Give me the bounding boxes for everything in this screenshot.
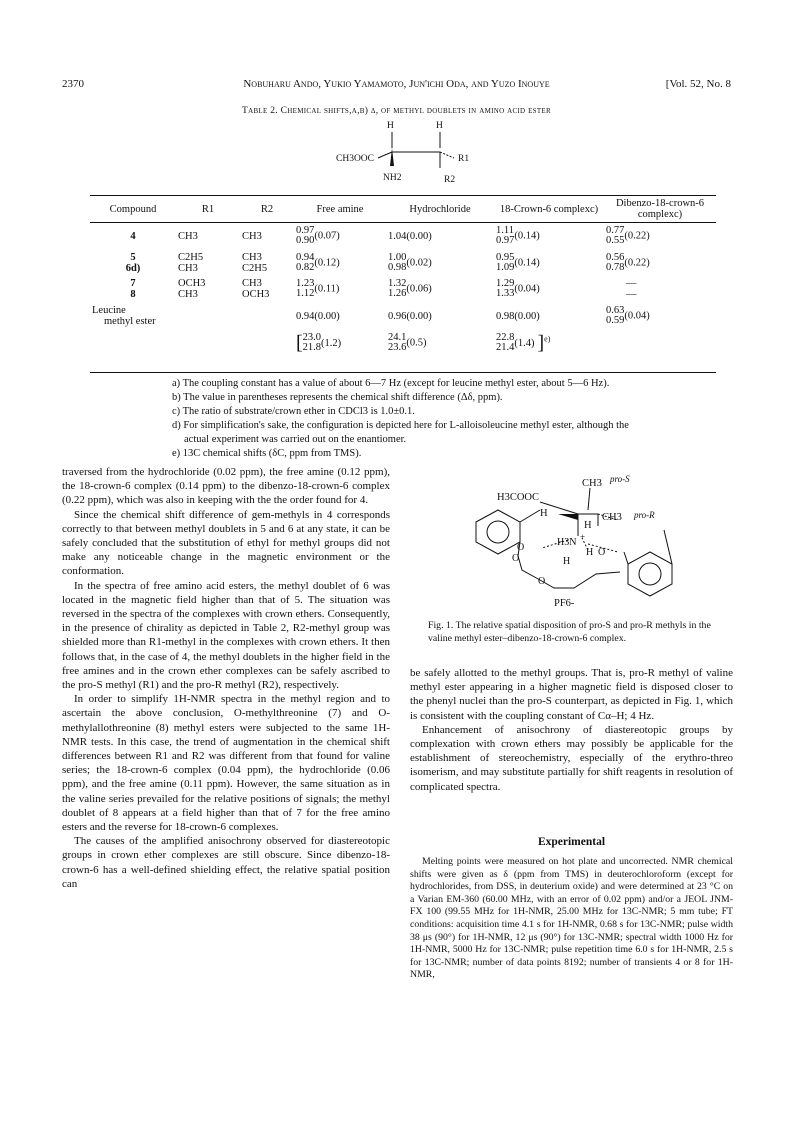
c18-top: 22.8 — [496, 332, 515, 343]
hashed-bond-r1 — [440, 152, 454, 158]
paragraph: In the spectra of free amino acid esters, the methyl doublet of 6 was located in the magnetic field higher than that of 5. The situation was reversed in the spectra of the complexes with crown ethers. Consequently, in the presence of chirality as depicted in Table 2, R2-methyl group was shielded more than R1-methyl in the complexes with crown ethers. It then follows that, in the case of 4, the methyl doublets in the higher field in the free amines and in the crown ether complexes can be safely ascribed to the pro-S methyl (R1) and the pro-R methyl (R2), respectively. — [62, 579, 390, 692]
struct-r2: R2 — [444, 175, 456, 185]
fig-o4: O — [538, 576, 546, 587]
fig-o2: O — [598, 547, 606, 558]
benzene-ring-left — [476, 510, 520, 554]
free-bot: 0.82 — [296, 262, 315, 273]
footnote-b: b) The value in parentheses represents the chemical shift difference (Δδ, ppm). — [172, 392, 503, 403]
free-bot: 21.8 — [302, 342, 322, 353]
r1: OCH3 — [178, 278, 206, 289]
footnote-d: d) For simplification's sake, the configuration is depicted here for L-alloisoleucine methyl ester, although the — [172, 420, 629, 431]
col-free-amine: Free amine — [316, 203, 364, 215]
r2: CH3 — [242, 278, 262, 289]
fig-pf6: PF6- — [554, 598, 575, 609]
fig-pro-s: pro-S — [610, 474, 630, 484]
db-diff: (0.22) — [624, 230, 650, 242]
right-column — [410, 666, 733, 794]
free-diff: (1.2) — [321, 337, 342, 349]
free-bot: 0.90 — [296, 235, 315, 246]
db-dash: — — [626, 278, 637, 289]
hcl-top: 24.1 — [388, 332, 407, 343]
paragraph: traversed from the hydrochloride (0.02 ppm), the free amine (0.12 ppm), the 18-crown-6 complex (0.14 ppm) to the dibenzo-18-crown-6 complex (0.22 ppm), which was also in keeping with the the order found for 4. — [62, 466, 390, 507]
r1: CH3 — [178, 263, 198, 274]
table-row — [90, 330, 716, 356]
db-dash: — — [626, 289, 637, 300]
r2: CH3 — [242, 252, 262, 263]
table-bottom-rule — [90, 372, 716, 373]
fig-o3: O — [512, 553, 520, 564]
volume-info: [Vol. 52, No. 8 — [665, 78, 731, 90]
compound: Leucine — [92, 305, 126, 316]
free-top: 0.97 — [296, 225, 315, 236]
free-top: 23.0 — [302, 332, 322, 343]
compound: 8 — [130, 289, 136, 300]
c18-bot: 1.33 — [496, 288, 515, 299]
left-column — [62, 465, 390, 891]
hcl-diff: (0.06) — [406, 283, 432, 295]
paragraph: Since the chemical shift difference of gem-methyls in 4 corresponds correctly to that between methyl doublets in 5 and 6 at any state, it can be safely concluded that the substitution of ethyl for methyl groups did not make any noticeable change in the magnetic environment or the conformation. — [62, 508, 390, 578]
benzene-ring-right — [628, 552, 672, 596]
free-diff: (0.07) — [314, 230, 340, 242]
footnote-d-cont: actual experiment was carried out on the enantiomer. — [184, 434, 407, 445]
hcl-bot: 0.98 — [388, 262, 407, 273]
paragraph: Melting points were measured on hot plate and uncorrected. NMR chemical shifts were given as δ (ppm from TMS) in deuterochloroform (except for hydrochlorides, from DSS, in deuterium oxide) and were determined at 23 °C on a Varian EM-360 (60.00 MHz, with an error of 0.02 ppm) and/or a JEOL JNM-FX 100 (99.55 MHz for 1H-NMR, 25.00 MHz for 13C-NMR; 5 mm tube; FT conditions: acquisition time 4.1 s for 1H-NMR, 0.68 s for 13C-NMR; pulse width 38 μs (90°) for 1H-NMR, 12 μs (90°) for 13C-NMR; spectral width 1000 Hz for 1H-NMR, 5000 Hz for 13C-NMR; pulse repetition time 6.0 s for 1H-NMR, 2.5 s for 13C-NMR; number of data points 8192; number of transients 4 or 8 for 1H-NMR, — [410, 856, 733, 981]
db-top: 0.77 — [606, 225, 625, 236]
compound: 7 — [130, 278, 136, 289]
hcl-diff: (0.5) — [406, 337, 427, 349]
section-title: Experimental — [537, 836, 606, 848]
paragraph: In order to simplify 1H-NMR spectra in the methyl region and to ascertain the above conclusion, O-methylthreonine (7) and O-methylallothreonine (8) methyl esters were subjected to the same 1H-NMR tests. In this case, the trend of augmentation in the chemical shift differences between R1 and R2 was different from that found for valine series; the 18-crown-6 complex (0.04 ppm), the hydrochloride (0.06 ppm), and the free amine (0.11 ppm). However, the same situation as in the valine series prevailed for the relative positions of signals; the methyl doublet of 8 appears at a field higher than that of 7 for the free amino esters and the reverse for 18-crown-6 complexes. — [62, 693, 390, 834]
footnote-mark: e) — [544, 333, 551, 343]
c18-diff: (0.04) — [514, 283, 540, 295]
paragraph: be safely allotted to the methyl groups. That is, pro-R methyl of valine methyl ester appearing in a higher magnetic field is disposed closer to the phenyl nuclei than the pro-S counterpart, as depicted in Fig. 1, which is consistent with the coupling constant of Cα–H; 4 Hz. — [410, 667, 733, 722]
fig-ch3-right: CH3 — [602, 512, 622, 523]
c18-top: 0.95 — [496, 252, 515, 263]
c18-diff: (1.4) — [514, 337, 535, 349]
struct-nh2: NH2 — [383, 173, 402, 183]
fig-ch3-top: CH3 — [582, 478, 602, 489]
col-hydrochloride: Hydrochloride — [409, 203, 471, 215]
col-compound: Compound — [109, 203, 157, 215]
db-diff: (0.04) — [624, 310, 650, 322]
c18-diff: (0.14) — [514, 257, 540, 269]
table-row — [90, 250, 716, 276]
col-18-crown-6: 18-Crown-6 complexc) — [499, 203, 599, 215]
c18-bot: 21.4 — [496, 342, 515, 353]
table-header-row — [90, 196, 716, 222]
table-row — [90, 276, 716, 302]
struct-r1: R1 — [458, 154, 470, 164]
footnote-e: e) 13C chemical shifts (δC, ppm from TMS). — [172, 448, 362, 459]
compound: 5 — [130, 252, 136, 263]
paragraph: Enhancement of anisochrony of diastereotopic groups by complexation with crown ethers may possibly be applicable for the establishment of stereochemistry, especially of the erythro-threo isomerism, and may substitute partially for shift reagents in resolution of complicated spectra. — [410, 723, 733, 793]
wedge — [558, 514, 578, 520]
fig-h-low: H — [563, 556, 571, 567]
bond-ester — [378, 152, 392, 158]
experimental-section — [410, 856, 733, 982]
free-value: 0.94(0.00) — [296, 310, 340, 322]
db-top: 0.63 — [606, 305, 625, 316]
fig-h3n: H3N — [557, 537, 577, 548]
hcl-value: 1.04(0.00) — [388, 230, 432, 242]
fig-h-right: H — [584, 520, 592, 531]
c18-top: 1.29 — [496, 278, 515, 289]
table-caption: Table 2. Chemical shifts,a,b) δ, of methyl doublets in amino acid ester — [242, 106, 551, 116]
hcl-bot: 23.6 — [388, 342, 407, 353]
fig-h3cooc: H3COOC — [497, 492, 540, 503]
free-bot: 1.12 — [296, 288, 315, 299]
r1: CH3 — [178, 289, 198, 300]
compound-cont: methyl ester — [104, 316, 156, 327]
bracket-right: ] — [537, 331, 545, 354]
col-dibenzo-18-crown-6: Dibenzo-18-crown-6 complexc) — [615, 198, 705, 220]
bracket-left: [ — [296, 331, 303, 354]
hcl-top: 1.00 — [388, 252, 407, 263]
r1: C2H5 — [178, 252, 204, 263]
paragraph: The causes of the amplified anisochrony observed for diastereotopic groups in crown ether complexes are still obscure. Since dibenzo-18-crown-6 has a well-defined shielding effect, the relative spatial position can — [62, 835, 390, 890]
running-authors: Nobuharu Ando, Yukio Yamamoto, Jun'ichi Oda, and Yuzo Inouye — [243, 78, 550, 90]
db-bot: 0.78 — [606, 262, 625, 273]
footnote-a: a) The coupling constant has a value of about 6—7 Hz (except for leucine methyl ester, about 5—6 Hz). — [172, 378, 610, 389]
fig-h-left: H — [540, 508, 548, 519]
free-diff: (0.11) — [314, 283, 340, 295]
fig-plus: + — [580, 532, 586, 542]
hcl-top: 1.32 — [388, 278, 407, 289]
free-top: 1.23 — [296, 278, 315, 289]
c18-top: 1.11 — [496, 225, 514, 236]
c18-diff: (0.14) — [514, 230, 540, 242]
footnote-c: c) The ratio of substrate/crown ether in CDCl3 is 1.0±0.1. — [172, 406, 415, 417]
chemical-shift-table — [90, 196, 716, 356]
wedge-bond — [390, 148, 394, 166]
r2: C2H5 — [242, 263, 268, 274]
page-number: 2370 — [62, 78, 84, 90]
db-bot: 0.59 — [606, 315, 625, 326]
struct-ester: CH3OOC — [336, 154, 375, 164]
db-top: 0.56 — [606, 252, 625, 263]
db-diff: (0.22) — [624, 257, 650, 269]
compound: 6d) — [125, 263, 141, 274]
fig-pro-r: pro-R — [634, 510, 655, 520]
struct-h2: H — [436, 121, 443, 131]
free-top: 0.94 — [296, 252, 315, 263]
fig-h-mid: H — [586, 547, 594, 558]
hcl-diff: (0.02) — [406, 257, 432, 269]
hcl-bot: 1.26 — [388, 288, 407, 299]
crown-ether-chain — [624, 530, 672, 564]
hcl-value: 0.96(0.00) — [388, 310, 432, 322]
struct-h1: H — [387, 121, 394, 131]
r1: CH3 — [178, 230, 198, 242]
c18-bot: 0.97 — [496, 235, 515, 246]
c18-value: 0.98(0.00) — [496, 310, 540, 322]
r2: CH3 — [242, 230, 262, 242]
figure-1-diagram — [428, 470, 728, 620]
db-bot: 0.55 — [606, 235, 625, 246]
bond — [588, 488, 590, 510]
figure-caption: Fig. 1. The relative spatial disposition of pro-S and pro-R methyls in the valine methyl ester–dibenzo-18-crown-6 complex. — [428, 620, 711, 644]
col-r1: R1 — [201, 203, 215, 215]
r2: OCH3 — [242, 289, 270, 300]
aromatic-circle — [487, 521, 509, 543]
fig-o1: O — [517, 542, 525, 553]
table-row — [90, 222, 716, 250]
aromatic-circle — [639, 563, 661, 585]
free-diff: (0.12) — [314, 257, 340, 269]
table-row — [90, 302, 716, 330]
c18-bot: 1.09 — [496, 262, 515, 273]
col-r2: R2 — [260, 203, 274, 215]
compound: 4 — [130, 230, 136, 242]
